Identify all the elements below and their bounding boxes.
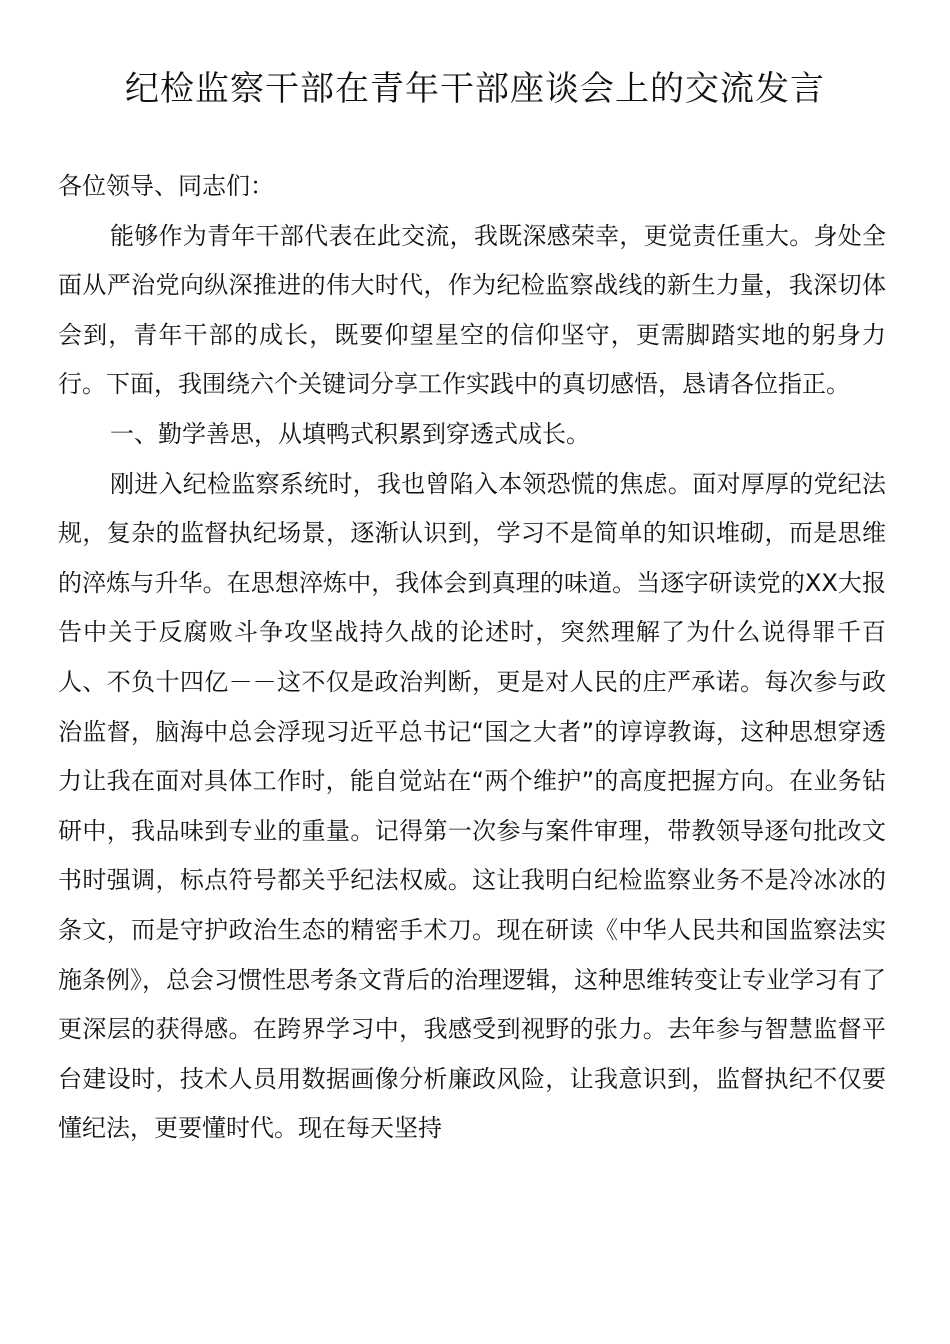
document-title: 纪检监察干部在青年干部座谈会上的交流发言 (125, 69, 825, 109)
document-body (58, 162, 886, 1154)
salutation: 各位领导、同志们： (58, 172, 274, 200)
section-heading: 一、勤学善思，从填鸭式积累到穿透式成长。 (110, 419, 590, 448)
opening-paragraph: 能够作为青年干部代表在此交流，我既深感荣幸，更觉责任重大。身处全面从严治党向纵深推进的伟大时代，作为纪检监察战线的新生力量，我深切体会到，青年干部的成长，既要仰望星空的信仰坚守，更需脚踏实地的躬身力行。下面，我围绕六个关键词分享工作实践中的真切感悟，恳请各位指正。 (58, 221, 886, 399)
body-paragraph: 刚进入纪检监察系统时，我也曾陷入本领恐慌的焦虑。面对厚厚的党纪法规，复杂的监督执纪场景，逐渐认识到，学习不是简单的知识堆砌，而是思维的淬炼与升华。在思想淬炼中，我体会到真理的味道。当逐字研读党的XX大报告中关于反腐败斗争攻坚战持久战的论述时，突然理解了为什么说得罪千百人、不负十四亿－－这不仅是政治判断，更是对人民的庄严承诺。每次参与政治监督，脑海中总会浮现习近平总书记“国之大者”的谆谆教诲，这种思想穿透力让我在面对具体工作时，能自觉站在“两个维护”的高度把握方向。在业务钻研中，我品味到专业的重量。记得第一次参与案件审理，带教领导逐句批改文书时强调，标点符号都关乎纪法权威。这让我明白纪检监察业务不是冷冰冰的条文，而是守护政治生态的精密手术刀。现在研读《中华人民共和国监察法实施条例》，总会习惯性思考条文背后的治理逻辑，这种思维转变让专业学习有了更深层的获得感。在跨界学习中，我感受到视野的张力。去年参与智慧监督平台建设时，技术人员用数据画像分析廉政风险，让我意识到，监督执纪不仅要懂纪法，更要懂时代。现在每天坚持 (58, 469, 886, 1143)
